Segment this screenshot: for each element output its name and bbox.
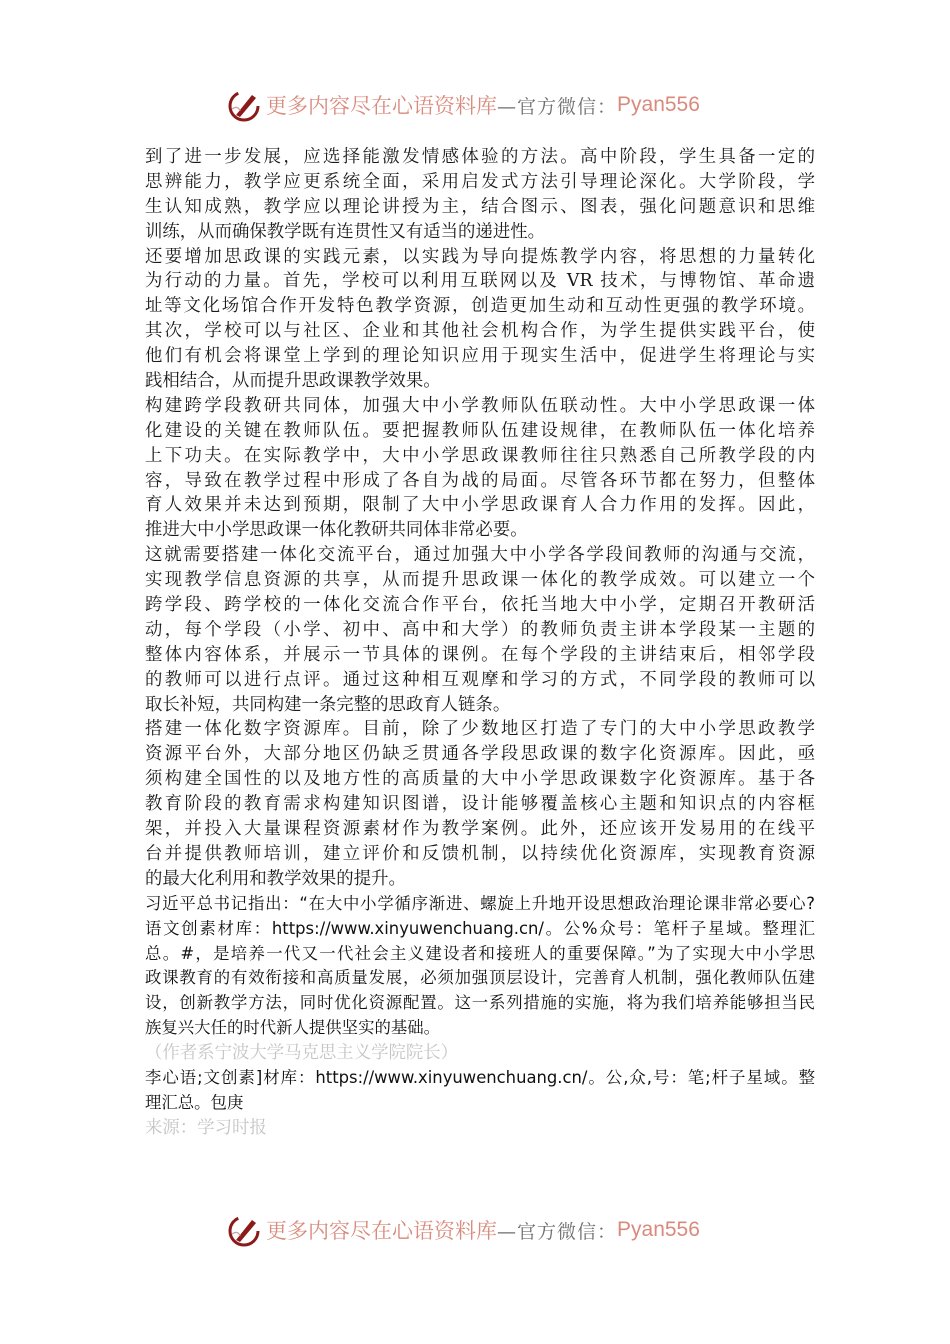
paragraph-quote xyxy=(145,892,815,1041)
text-line: 思辨能力，教学应更系统全面，采用启发式方法引导理论深化。大学阶段，学 xyxy=(145,171,815,192)
text-line: 须构建全国性的以及地方性的高质量的大中小学思政课数字化资源库。基于各 xyxy=(145,769,815,790)
text-line: 台并提供教师培训，建立评价和反馈机制，以持续优化资源库，实现教育资源 xyxy=(145,843,815,864)
text-line: 推进大中小学思政课一体化教研共同体非常必要。 xyxy=(145,520,528,541)
text-line: 到了进一步发展，应选择能激发情感体验的方法。高中阶段，学生具备一定的 xyxy=(145,147,815,167)
text-line: 教育阶段的教育需求构建知识图谱，设计能够覆盖核心主题和知识点的内容框 xyxy=(145,794,815,815)
paragraph xyxy=(145,145,815,245)
text-line: 架，并投入大量课程资源素材作为教学案例。此外，还应该开发易用的在线平 xyxy=(145,819,815,840)
text-line: 习近平总书记指出：“在大中小学循序渐进、螺旋上升地开设思想政治理论课非常必要心? xyxy=(145,893,815,913)
text-line: 政课教育的有效衔接和高质量发展，必须加强顶层设计，完善育人机制，强化教师队伍建 xyxy=(145,968,815,988)
footer-banner xyxy=(226,1210,726,1250)
paragraph xyxy=(145,394,815,543)
quill-pen-logo-icon xyxy=(226,87,262,123)
text-line: 践相结合，从而提升思政课教学效果。 xyxy=(145,371,441,392)
paragraph xyxy=(145,717,815,891)
text-line: 这就需要搭建一体化交流平台，通过加强大中小学各学段间教师的沟通与交流， xyxy=(145,545,815,566)
text-line: 跨学段、跨学校的一体化交流合作平台，依托当地大中小学，定期召开教研活 xyxy=(145,595,815,616)
paragraph xyxy=(145,543,815,717)
text-line: 动，每个学段（小学、初中、高中和大学）的教师负责主讲本学段某一主题的 xyxy=(145,619,815,640)
text-line: 实现教学信息资源的共享，从而提升思政课一体化的教学成效。可以建立一个 xyxy=(145,570,815,591)
banner-text-wechat-id: Pyan556 xyxy=(617,1218,700,1241)
text-line: 容，导致在教学过程中形成了各自为战的局面。尽管各环节都在努力，但整体 xyxy=(145,470,815,491)
text-line: 其次，学校可以与社区、企业和其他社会机构合作，为学生提供实践平台，使 xyxy=(145,321,815,342)
text-line: 为行动的力量。首先，学校可以利用互联网以及 VR 技术，与博物馆、革命遗 xyxy=(145,271,815,292)
text-line: 的教师可以进行点评。通过这种相互观摩和学习的方式，不同学段的教师可以 xyxy=(145,669,815,690)
text-line: 总。#，是培养一代又一代社会主义建设者和接班人的重要保障。”为了实现大中小学思 xyxy=(145,943,815,963)
text-line: 构建跨学段教研共同体，加强大中小学教师队伍联动性。大中小学思政课一体 xyxy=(145,395,815,416)
text-line: 育人效果并未达到预期，限制了大中小学思政课育人合力作用的发挥。因此， xyxy=(145,495,815,516)
text-line: 资源平台外，大部分地区仍缺乏贯通各学段思政课的数字化资源库。因此，亟 xyxy=(145,744,815,765)
banner-text-wechat-id: Pyan556 xyxy=(617,93,700,116)
text-line: 取长补短，共同构建一条完整的思政育人链条。 xyxy=(145,694,511,715)
banner-text-wechat-label: —官方微信： xyxy=(497,95,618,118)
text-line: 他们有机会将课堂上学到的理论知识应用于现实生活中，促进学生将理论与实 xyxy=(145,346,815,367)
watermark-text-line: 理汇总。包庚 xyxy=(145,1092,244,1112)
author-note: （作者系宁波大学马克思主义学院院长） xyxy=(145,1043,459,1064)
text-line: 上下功夫。在实际教学中，大中小学思政课教师往往只熟悉自己所教学段的内 xyxy=(145,445,815,466)
quill-pen-logo-icon xyxy=(226,1212,262,1248)
text-line: 搭建一体化数字资源库。目前，除了少数地区打造了专门的大中小学思政教学 xyxy=(145,719,815,740)
article-body xyxy=(145,145,815,1141)
text-line: 的最大化利用和教学效果的提升。 xyxy=(145,868,406,889)
text-line: 设，创新教学方法，同时优化资源配置。这一系列措施的实施，将为我们培养能够担当民 xyxy=(145,993,815,1013)
source-line: 来源：学习时报 xyxy=(145,1117,267,1138)
banner-text-primary: 更多内容尽在心语资料库 xyxy=(266,94,497,118)
header-banner xyxy=(226,85,726,125)
banner-text-primary: 更多内容尽在心语资料库 xyxy=(266,1219,497,1243)
text-line: 训练，从而确保教学既有连贯性又有适当的递进性。 xyxy=(145,221,545,242)
text-line: 址等文化场馆合作开发特色教学资源，创造更加生动和互动性更强的教学环境。 xyxy=(145,296,815,317)
text-line: 语文创素材库：https://www.xinyuwenchuang.cn/。公%众号：笔杆子星域。整理汇 xyxy=(145,918,815,938)
banner-text-wechat-label: —官方微信： xyxy=(497,1220,618,1243)
text-line: 化建设的关键在教师队伍。要把握教师队伍建设规律，在教师队伍一体化培养 xyxy=(145,420,815,441)
text-line: 还要增加思政课的实践元素，以实践为导向提炼教学内容，将思想的力量转化 xyxy=(145,246,815,267)
paragraph xyxy=(145,245,815,394)
text-line: 生认知成熟，教学应以理论讲授为主，结合图示、图表，强化问题意识和思维 xyxy=(145,196,815,217)
text-line: 族复兴大任的时代新人提供坚实的基础。 xyxy=(145,1018,441,1038)
watermark-text-line: 李心语;文创素]材库：https://www.xinyuwenchuang.cn/。公,众,号：笔;杆子星域。整 xyxy=(145,1067,815,1087)
text-line: 整体内容体系，并展示一节具体的课例。在每个学段的主讲结束后，相邻学段 xyxy=(145,644,815,665)
